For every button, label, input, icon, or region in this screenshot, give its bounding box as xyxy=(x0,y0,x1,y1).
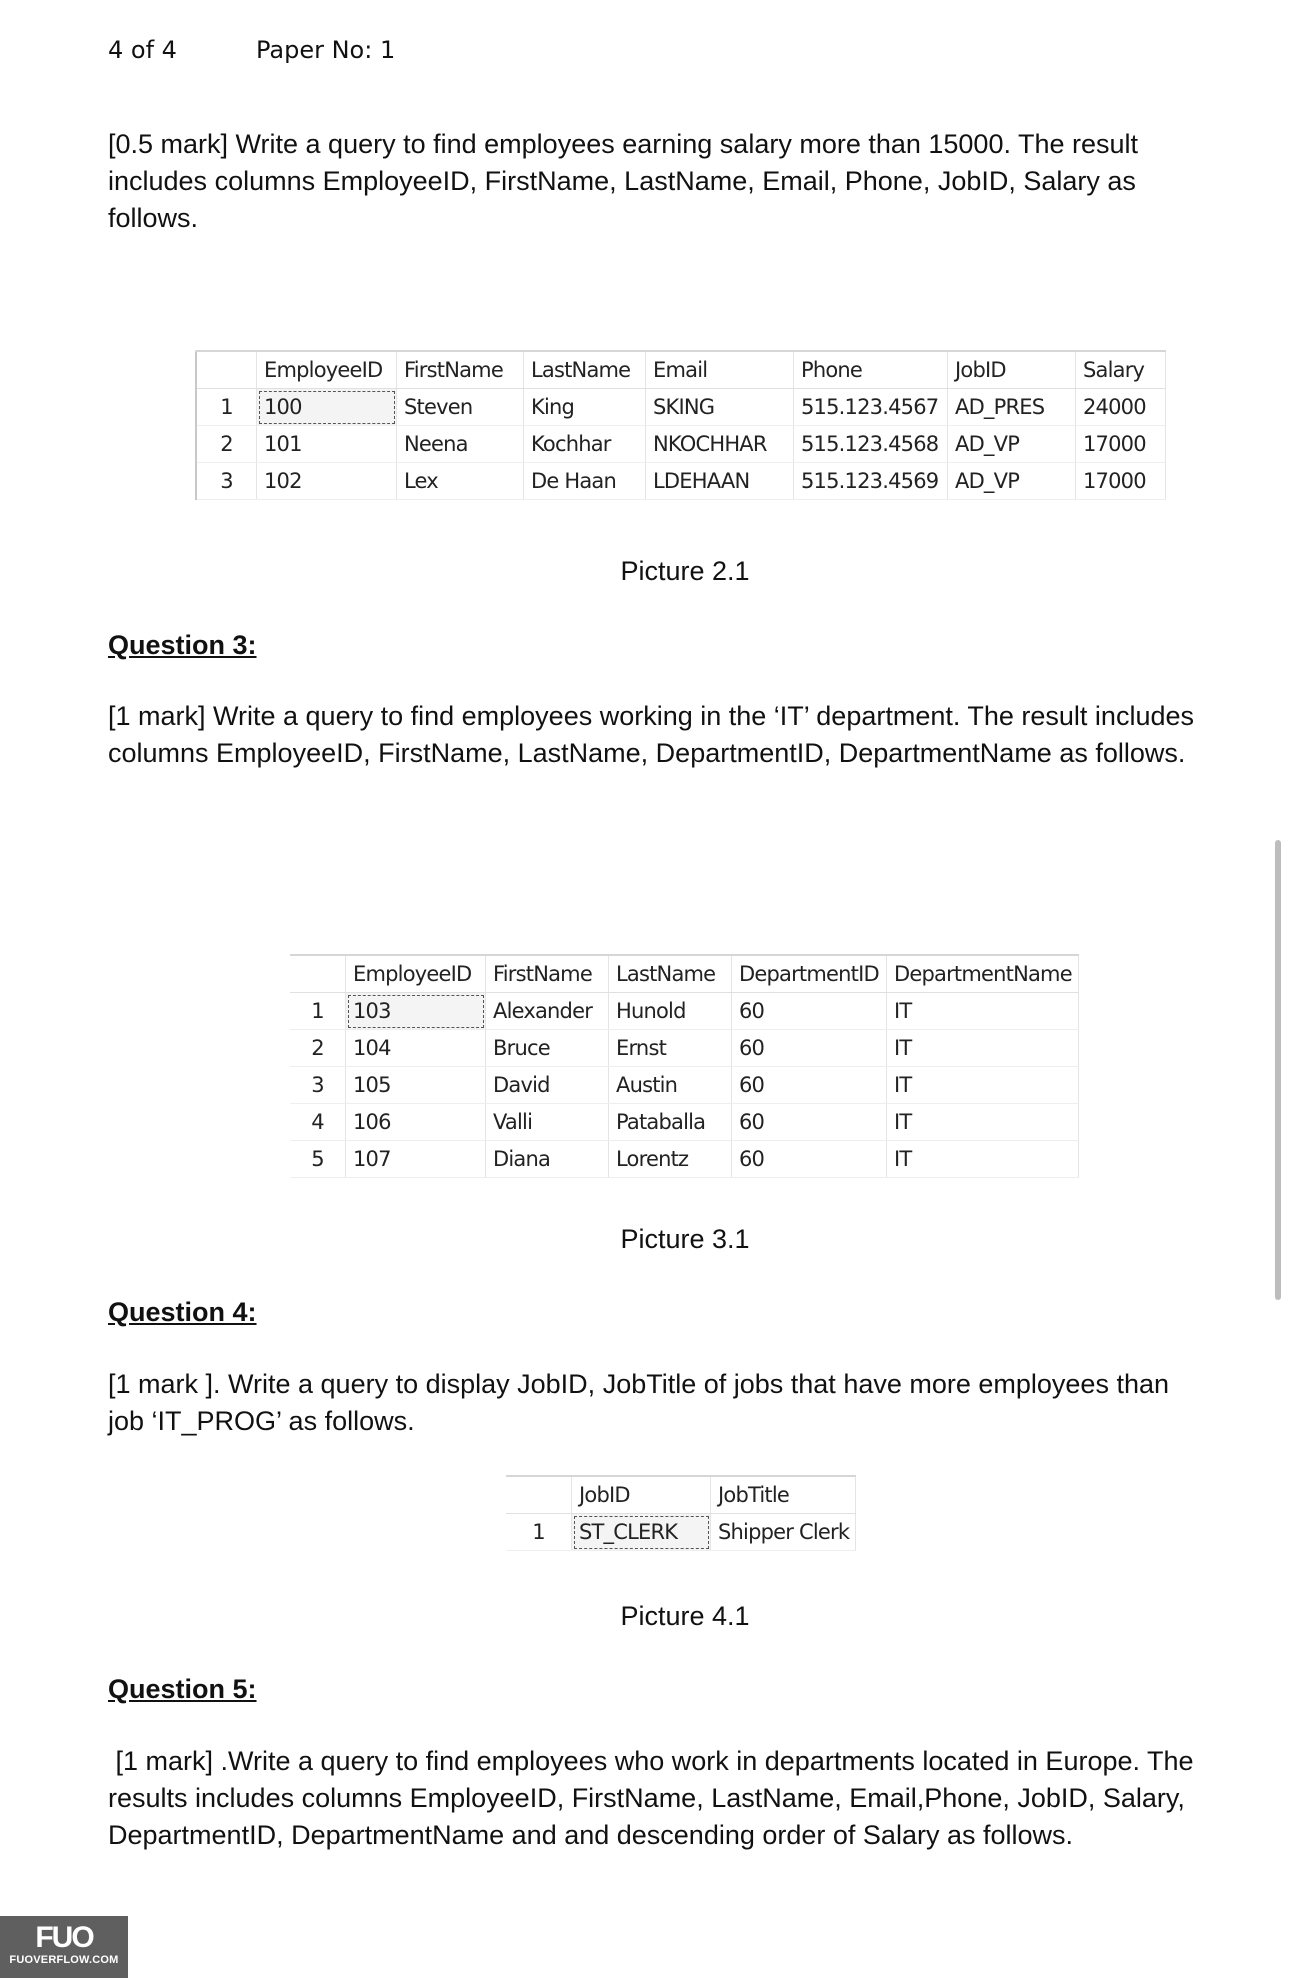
column-header: FirstName xyxy=(486,955,609,993)
question-3-heading: Question 3: xyxy=(108,630,257,660)
cell[interactable]: 60 xyxy=(732,1067,887,1104)
row-number: 1 xyxy=(506,1514,572,1551)
cell[interactable]: Diana xyxy=(486,1141,609,1178)
cell[interactable]: 60 xyxy=(732,993,887,1030)
cell[interactable]: 102 xyxy=(257,463,397,500)
table-row xyxy=(196,426,1166,463)
column-header: LastName xyxy=(524,351,646,389)
row-number: 2 xyxy=(196,426,257,463)
row-number: 5 xyxy=(290,1141,346,1178)
column-header: LastName xyxy=(609,955,732,993)
cell[interactable]: 107 xyxy=(346,1141,486,1178)
cell[interactable]: 24000 xyxy=(1076,389,1166,426)
cell[interactable]: NKOCHHAR xyxy=(646,426,794,463)
cell[interactable]: De Haan xyxy=(524,463,646,500)
logo-mark: FUO xyxy=(35,1921,93,1954)
cell[interactable]: 106 xyxy=(346,1104,486,1141)
cell[interactable]: Kochhar xyxy=(524,426,646,463)
cell[interactable]: 17000 xyxy=(1076,426,1166,463)
row-number: 3 xyxy=(290,1067,346,1104)
column-header: DepartmentName xyxy=(887,955,1079,993)
site-logo xyxy=(0,1916,128,1978)
cell[interactable]: Austin xyxy=(609,1067,732,1104)
column-header: JobID xyxy=(948,351,1076,389)
cell[interactable]: King xyxy=(524,389,646,426)
row-number: 2 xyxy=(290,1030,346,1067)
cell[interactable]: 515.123.4569 xyxy=(794,463,948,500)
logo-site-name: FUOVERFLOW.COM xyxy=(9,1954,119,1966)
paper-number: Paper No: 1 xyxy=(256,36,396,64)
table-row xyxy=(290,1141,1078,1178)
cell[interactable]: 101 xyxy=(257,426,397,463)
cell[interactable]: AD_VP xyxy=(948,426,1076,463)
column-header: Salary xyxy=(1076,351,1166,389)
row-number: 1 xyxy=(290,993,346,1030)
question-5-heading: Question 5: xyxy=(108,1674,257,1704)
cell[interactable]: IT xyxy=(887,1104,1079,1141)
table-row xyxy=(290,1030,1078,1067)
cell[interactable]: Lorentz xyxy=(609,1141,732,1178)
cell[interactable]: 60 xyxy=(732,1030,887,1067)
table-row xyxy=(196,463,1166,500)
column-header: FirstName xyxy=(397,351,524,389)
cell[interactable]: David xyxy=(486,1067,609,1104)
cell[interactable]: IT xyxy=(887,1141,1079,1178)
cell[interactable]: Bruce xyxy=(486,1030,609,1067)
cell[interactable]: LDEHAAN xyxy=(646,463,794,500)
picture-caption: Picture 3.1 xyxy=(620,1224,750,1254)
cell[interactable]: Ernst xyxy=(609,1030,732,1067)
cell[interactable]: Lex xyxy=(397,463,524,500)
cell[interactable]: 105 xyxy=(346,1067,486,1104)
column-header: DepartmentID xyxy=(732,955,887,993)
cell[interactable]: AD_VP xyxy=(948,463,1076,500)
cell[interactable]: Pataballa xyxy=(609,1104,732,1141)
column-header: EmployeeID xyxy=(257,351,397,389)
cell[interactable]: 515.123.4567 xyxy=(794,389,948,426)
result-grid-3-1 xyxy=(290,954,1079,1178)
picture-caption: Picture 2.1 xyxy=(620,556,750,586)
cell[interactable]: 100 xyxy=(257,389,397,426)
column-header: JobTitle xyxy=(711,1476,856,1514)
cell[interactable]: Neena xyxy=(397,426,524,463)
question-4-text: [1 mark ]. Write a query to display JobID, JobTitle of jobs that have more employees than job ‘IT_PROG’ as follows. xyxy=(108,1369,1170,1436)
cell[interactable]: Steven xyxy=(397,389,524,426)
column-header: Phone xyxy=(794,351,948,389)
cell[interactable]: 60 xyxy=(732,1104,887,1141)
question-2-text: [0.5 mark] Write a query to find employees earning salary more than 15000. The result includes columns EmployeeID, FirstName, LastName, Email, Phone, JobID, Salary as follows. xyxy=(108,129,1139,233)
question-3-text: [1 mark] Write a query to find employees working in the ‘IT’ department. The result includes columns EmployeeID, FirstName, LastName, DepartmentID, DepartmentName as follows. xyxy=(108,701,1194,768)
table-row xyxy=(196,389,1166,426)
cell[interactable]: IT xyxy=(887,993,1079,1030)
cell[interactable]: 515.123.4568 xyxy=(794,426,948,463)
table-row xyxy=(290,1104,1078,1141)
table-row xyxy=(290,1067,1078,1104)
row-number: 3 xyxy=(196,463,257,500)
cell[interactable]: Alexander xyxy=(486,993,609,1030)
result-grid-2-1 xyxy=(195,350,1166,500)
cell[interactable]: 104 xyxy=(346,1030,486,1067)
row-number: 1 xyxy=(196,389,257,426)
cell[interactable]: 103 xyxy=(346,993,486,1030)
result-grid-4-1 xyxy=(506,1475,856,1551)
cell[interactable]: 17000 xyxy=(1076,463,1166,500)
row-number: 4 xyxy=(290,1104,346,1141)
page-indicator: 4 of 4 xyxy=(108,36,177,64)
cell[interactable]: SKING xyxy=(646,389,794,426)
cell[interactable]: IT xyxy=(887,1067,1079,1104)
cell[interactable]: Valli xyxy=(486,1104,609,1141)
cell[interactable]: Shipper Clerk xyxy=(711,1514,856,1551)
column-header: Email xyxy=(646,351,794,389)
cell[interactable]: Hunold xyxy=(609,993,732,1030)
cell[interactable]: IT xyxy=(887,1030,1079,1067)
table-row xyxy=(506,1514,856,1551)
column-header: EmployeeID xyxy=(346,955,486,993)
picture-caption: Picture 4.1 xyxy=(620,1601,750,1631)
question-5-text: [1 mark] .Write a query to find employees who work in departments located in Europe. The results includes columns EmployeeID, FirstName, LastName, Email,Phone, JobID, Salary, DepartmentID, DepartmentName and and descending order of Salary as follows. xyxy=(108,1746,1194,1850)
cell[interactable]: ST_CLERK xyxy=(572,1514,711,1551)
question-4-heading: Question 4: xyxy=(108,1297,257,1327)
scrollbar-thumb[interactable] xyxy=(1275,840,1281,1300)
cell[interactable]: 60 xyxy=(732,1141,887,1178)
table-row xyxy=(290,993,1078,1030)
cell[interactable]: AD_PRES xyxy=(948,389,1076,426)
column-header: JobID xyxy=(572,1476,711,1514)
